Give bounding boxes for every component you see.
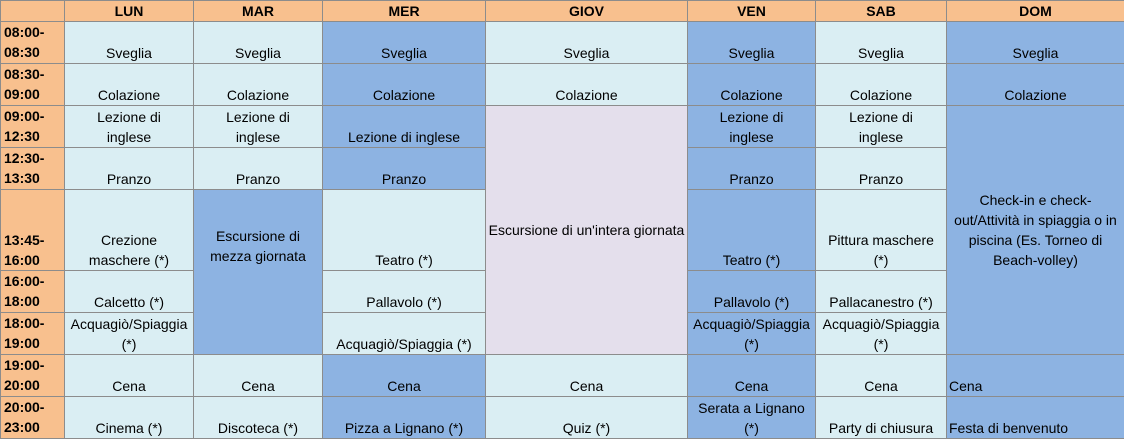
activity-cell: Cena bbox=[323, 355, 486, 397]
corner-cell bbox=[1, 1, 65, 22]
day-header: MAR bbox=[194, 1, 323, 22]
activity-cell: Colazione bbox=[65, 64, 194, 106]
activity-cell: Pallavolo (*) bbox=[323, 271, 486, 313]
activity-cell: Lezione di inglese bbox=[65, 106, 194, 148]
activity-cell: Pallavolo (*) bbox=[688, 271, 816, 313]
activity-cell: Colazione bbox=[194, 64, 323, 106]
activity-cell: Pranzo bbox=[194, 148, 323, 190]
escursione-intera-label: Escursione di un'intera giornata bbox=[488, 222, 685, 238]
activity-cell: Teatro (*) bbox=[323, 190, 486, 271]
activity-cell: Acquagiò/Spiaggia (*) bbox=[323, 313, 486, 355]
activity-cell: Serata a Lignano (*) bbox=[688, 397, 816, 439]
activity-cell bbox=[486, 106, 688, 355]
activity-cell: Colazione bbox=[816, 64, 947, 106]
activity-cell: Pranzo bbox=[816, 148, 947, 190]
activity-cell: Cena bbox=[486, 355, 688, 397]
time-cell: 08:00- 08:30 bbox=[1, 22, 65, 64]
day-header: DOM bbox=[947, 1, 1124, 22]
activity-cell: Teatro (*) bbox=[688, 190, 816, 271]
time-cell: 08:30- 09:00 bbox=[1, 64, 65, 106]
activity-cell: Cena bbox=[816, 355, 947, 397]
activity-cell: Sveglia bbox=[688, 22, 816, 64]
activity-cell: Cena bbox=[65, 355, 194, 397]
activity-cell: Lezione di inglese bbox=[194, 106, 323, 148]
activity-cell: Acquagiò/Spiaggia (*) bbox=[816, 313, 947, 355]
activity-cell: Sveglia bbox=[323, 22, 486, 64]
activity-cell: Lezione di inglese bbox=[816, 106, 947, 148]
time-cell: 19:00- 20:00 bbox=[1, 355, 65, 397]
activity-cell: Colazione bbox=[947, 64, 1124, 106]
activity-cell: Pranzo bbox=[65, 148, 194, 190]
time-cell: 09:00- 12:30 bbox=[1, 106, 65, 148]
day-header: VEN bbox=[688, 1, 816, 22]
activity-cell: Check-in e check-out/Attività in spiaggia o in piscina (Es. Torneo di Beach-volley) bbox=[947, 106, 1124, 355]
activity-cell: Sveglia bbox=[486, 22, 688, 64]
activity-cell: Acquagiò/Spiaggia (*) bbox=[688, 313, 816, 355]
activity-cell: Discoteca (*) bbox=[194, 397, 323, 439]
activity-cell: Crezione maschere (*) bbox=[65, 190, 194, 271]
activity-cell: Quiz (*) bbox=[486, 397, 688, 439]
day-header: GIOV bbox=[486, 1, 688, 22]
activity-cell: Festa di benvenuto bbox=[947, 397, 1124, 439]
activity-cell: Pittura maschere (*) bbox=[816, 190, 947, 271]
escursione-mezza-label: Escursione di mezza giornata bbox=[210, 228, 306, 264]
activity-cell: Pranzo bbox=[323, 148, 486, 190]
activity-cell: Sveglia bbox=[947, 22, 1124, 64]
activity-cell: Colazione bbox=[688, 64, 816, 106]
day-header: MER bbox=[323, 1, 486, 22]
day-header: SAB bbox=[816, 1, 947, 22]
activity-cell: Sveglia bbox=[816, 22, 947, 64]
activity-cell: Cena bbox=[947, 355, 1124, 397]
activity-cell: Pizza a Lignano (*) bbox=[323, 397, 486, 439]
time-cell: 16:00- 18:00 bbox=[1, 271, 65, 313]
activity-cell: Cena bbox=[688, 355, 816, 397]
activity-cell: Lezione di inglese bbox=[688, 106, 816, 148]
activity-cell: Cinema (*) bbox=[65, 397, 194, 439]
day-header: LUN bbox=[65, 1, 194, 22]
activity-cell bbox=[194, 190, 323, 355]
activity-cell: Party di chiusura bbox=[816, 397, 947, 439]
activity-cell: Colazione bbox=[486, 64, 688, 106]
time-cell bbox=[1, 190, 65, 271]
time-cell: 20:00- 23:00 bbox=[1, 397, 65, 439]
activity-cell: Pallacanestro (*) bbox=[816, 271, 947, 313]
activity-cell: Pranzo bbox=[688, 148, 816, 190]
activity-cell: Cena bbox=[194, 355, 323, 397]
time-cell: 18:00- 19:00 bbox=[1, 313, 65, 355]
activity-cell: Acquagiò/Spiaggia (*) bbox=[65, 313, 194, 355]
activity-cell: Lezione di inglese bbox=[323, 106, 486, 148]
activity-cell: Colazione bbox=[323, 64, 486, 106]
activity-cell: Sveglia bbox=[65, 22, 194, 64]
activity-cell: Sveglia bbox=[194, 22, 323, 64]
time-cell: 12:30- 13:30 bbox=[1, 148, 65, 190]
time-label: 13:45- 16:00 bbox=[4, 232, 45, 268]
activity-cell: Calcetto (*) bbox=[65, 271, 194, 313]
